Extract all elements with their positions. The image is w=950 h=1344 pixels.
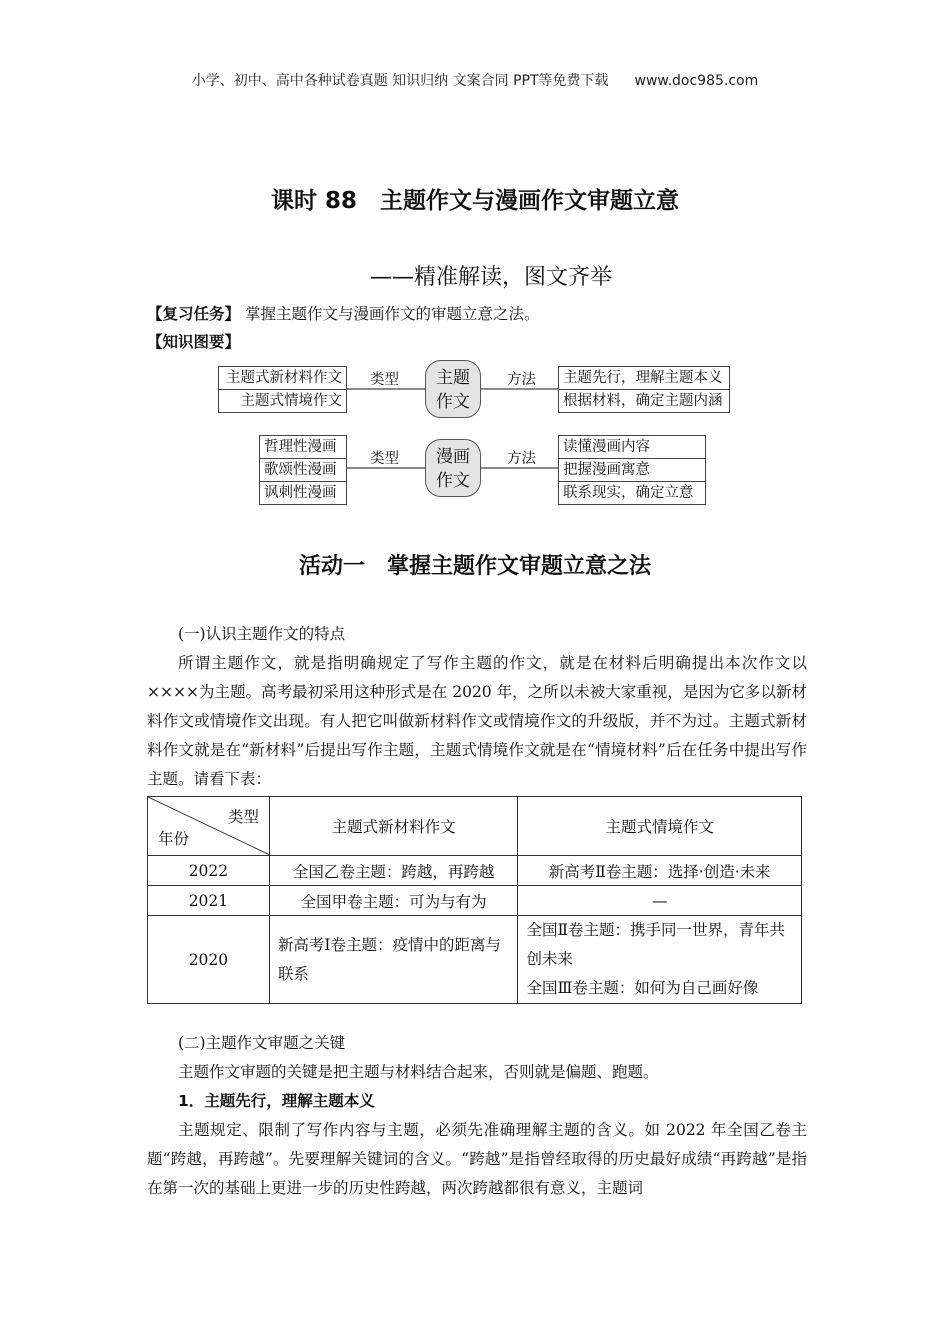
table-cell: 全国甲卷主题：可为与有为 bbox=[269, 886, 518, 916]
review-text: 掌握主题作文与漫画作文的审题立意之法。 bbox=[244, 305, 540, 323]
mindmap-type-item: 讽刺性漫画 bbox=[264, 485, 337, 501]
mindmap-type-item: 主题式情境作文 bbox=[240, 393, 342, 409]
part2-heading: (二)主题作文审题之关键 bbox=[178, 1034, 346, 1052]
table-cell-line: 全国Ⅱ卷主题：携手同一世界，青年共创未来 bbox=[526, 921, 785, 968]
mindmap-method-label: 方法 bbox=[507, 372, 536, 388]
table-cell: 全国乙卷主题：跨越，再跨越 bbox=[269, 856, 518, 886]
diag-bottom-label: 年份 bbox=[158, 830, 190, 848]
mindmap-row1-methods bbox=[558, 366, 730, 413]
table-cell-year: 2020 bbox=[148, 916, 270, 1004]
mindmap-node-theme bbox=[425, 360, 481, 418]
node-line: 主题 bbox=[436, 368, 470, 388]
table-diag-header bbox=[148, 797, 270, 856]
theme-essay-table bbox=[147, 796, 802, 1004]
mindmap-method-item: 把握漫画寓意 bbox=[559, 459, 705, 482]
table-cell bbox=[518, 916, 802, 1004]
review-label: 【复习任务】 bbox=[147, 305, 241, 323]
mindmap-row2-types bbox=[259, 435, 347, 505]
table-cell: 新高考Ⅱ卷主题：选择·创造·未来 bbox=[518, 856, 802, 886]
knowledge-label: 【知识图要】 bbox=[147, 333, 241, 351]
page-title: 课时 88 主题作文与漫画作文审题立意 bbox=[270, 188, 679, 214]
part1-paragraph: 所谓主题作文，就是指明确规定了写作主题的作文，就是在材料后明确提出本次作文以××××为主题。高考最初采用这种形式是在 2020 年，之所以未被大家重视，是因为它多以新材料作文或情境作文出现。有人把它叫做新材料作文或情境作文的升级版，并不为过。主题式新材料作文就是在“新材料”后提出写作主题，主题式情境作文就是在“情境材料”后在任务中提出写作主题。请看下表： bbox=[147, 654, 807, 788]
table-cell-year: 2021 bbox=[148, 886, 270, 916]
mindmap-method-item: 读懂漫画内容 bbox=[559, 436, 705, 459]
mindmap-method-item: 联系现实，确定立意 bbox=[563, 485, 694, 501]
table-row bbox=[148, 886, 802, 916]
node-line: 作文 bbox=[436, 392, 470, 412]
table-cell-line: 全国Ⅲ卷主题：如何为自己画好像 bbox=[526, 979, 759, 997]
page-subtitle: ——精准解读，图文齐举 bbox=[370, 265, 613, 290]
mindmap-row1-types bbox=[218, 366, 347, 413]
table-cell-year: 2022 bbox=[148, 856, 270, 886]
mindmap-type-label: 类型 bbox=[370, 451, 399, 467]
section-title: 活动一 掌握主题作文审题立意之法 bbox=[298, 554, 651, 579]
table-col-header: 主题式情境作文 bbox=[518, 797, 802, 856]
part1-heading: (一)认识主题作文的特点 bbox=[178, 625, 346, 643]
diag-top-label: 类型 bbox=[227, 808, 259, 826]
mindmap-type-item: 歌颂性漫画 bbox=[260, 459, 346, 482]
table-row bbox=[148, 916, 802, 1004]
header-site: www.doc985.com bbox=[634, 73, 759, 89]
part2-intro: 主题作文审题的关键是把主题与材料结合起来，否则就是偏题、跑题。 bbox=[178, 1063, 659, 1081]
mindmap-method-item: 根据材料，确定主题内涵 bbox=[563, 393, 723, 409]
table-cell: — bbox=[518, 886, 802, 916]
mindmap-type-label: 类型 bbox=[370, 372, 399, 388]
node-line: 作文 bbox=[436, 471, 470, 491]
mindmap-method-label: 方法 bbox=[507, 451, 536, 467]
mindmap-type-item: 主题式新材料作文 bbox=[219, 367, 346, 390]
mindmap-node-comic bbox=[425, 439, 481, 497]
table-cell: 新高考Ⅰ卷主题：疫情中的距离与联系 bbox=[269, 916, 518, 1004]
part2 bbox=[147, 1029, 807, 1203]
node-line: 漫画 bbox=[436, 447, 470, 467]
table-col-header: 主题式新材料作文 bbox=[269, 797, 518, 856]
mindmap-type-item: 哲理性漫画 bbox=[260, 436, 346, 459]
part1 bbox=[147, 620, 807, 794]
mindmap-method-item: 主题先行，理解主题本义 bbox=[559, 367, 729, 390]
part2-paragraph: 主题规定、限制了写作内容与主题，必须先准确理解主题的含义。如 2022 年全国乙卷主题“跨越，再跨越”。先要理解关键词的含义。“跨越”是指曾经取得的历史最好成绩“再跨越”是指在第一次的基础上更进一步的历史性跨越，两次跨越都很有意义，主题词 bbox=[147, 1121, 807, 1197]
part2-point1: 1．主题先行，理解主题本义 bbox=[178, 1092, 375, 1110]
mindmap-row2-methods bbox=[558, 435, 706, 505]
table-row bbox=[148, 856, 802, 886]
header-text: 小学、初中、高中各种试卷真题 知识归纳 文案合同 PPT等免费下载 bbox=[191, 73, 609, 89]
